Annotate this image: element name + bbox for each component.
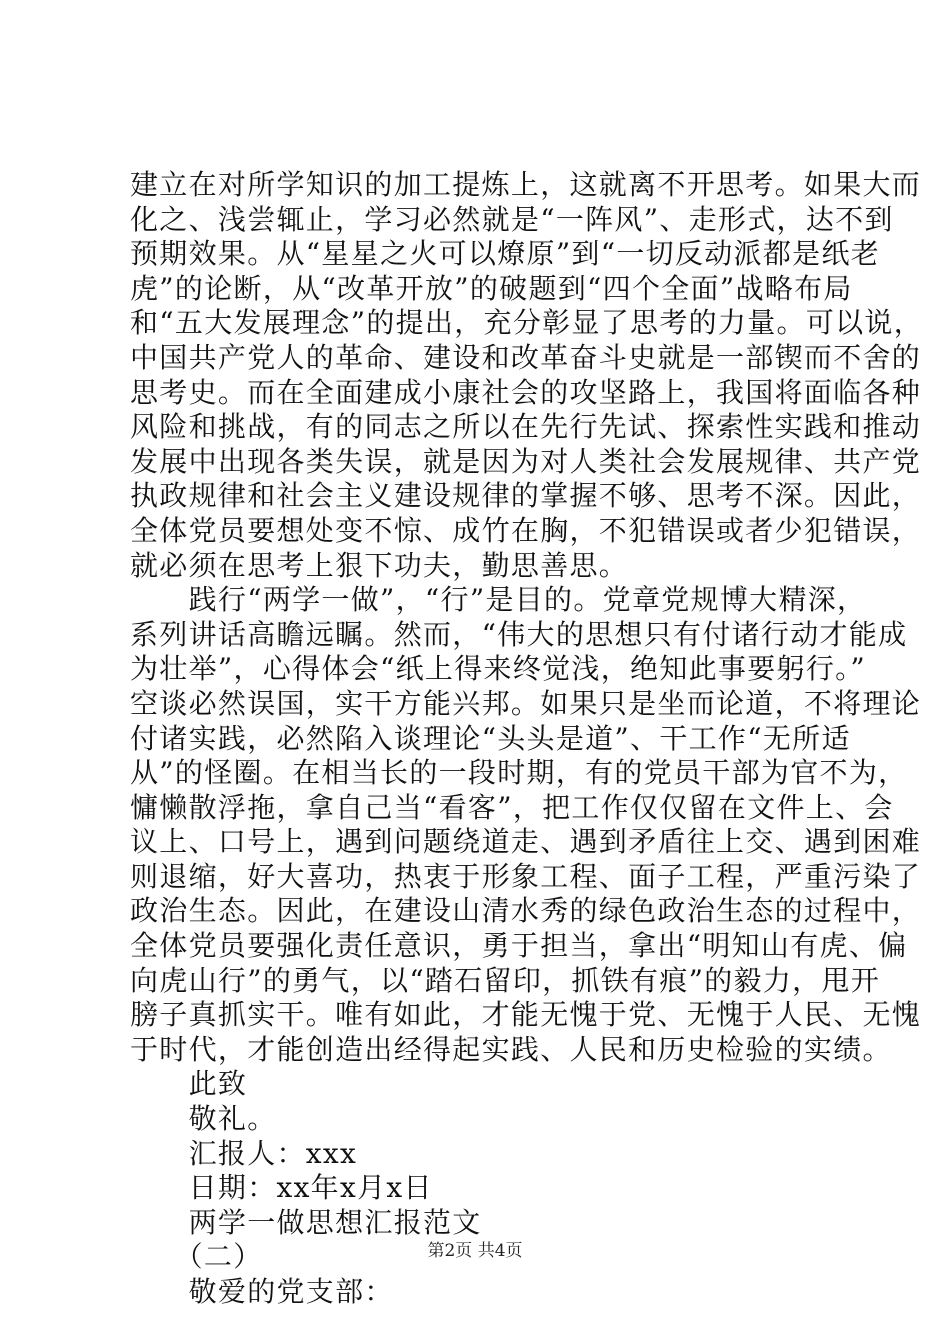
text-line: 政治生态。因此，在建设山清水秀的绿色政治生态的过程中，	[130, 894, 922, 928]
text-line: 空谈必然误国，实干方能兴邦。如果只是坐而论道，不将理论	[130, 686, 922, 720]
text-line: 发展中出现各类失误，就是因为对人类社会发展规律、共产党	[130, 444, 922, 478]
document-body	[130, 168, 924, 1310]
text-line: 执政规律和社会主义建设规律的掌握不够、思考不深。因此，	[130, 479, 922, 513]
closing-regards: 敬礼。	[130, 1102, 277, 1136]
reporter-line: 汇报人：xxx	[130, 1136, 358, 1170]
text-line: 就必须在思考上狠下功夫，勤思善思。	[130, 548, 629, 582]
page-number-label: 第2页 共4页	[427, 1241, 523, 1261]
text-line: 思考史。而在全面建成小康社会的攻坚路上，我国将面临各种	[130, 375, 922, 409]
text-line: 从”的怪圈。在相当长的一段时期，有的党员干部为官不为，	[130, 756, 908, 790]
text-line: 践行“两学一做”，“行”是目的。党章党规博大精深，	[130, 583, 867, 617]
text-line: 全体党员要想处变不惊、成竹在胸，不犯错误或者少犯错误，	[130, 513, 922, 547]
text-line: 系列讲话高瞻远瞩。然而，“伟大的思想只有付诸行动才能成	[130, 617, 908, 651]
text-line: 付诸实践，必然陷入谈理论“头头是道”、干工作“无所适	[130, 721, 851, 755]
text-line: 全体党员要强化责任意识，勇于担当，拿出“明知山有虎、偏	[130, 929, 908, 963]
text-line: 议上、口号上，遇到问题绕道走、遇到矛盾往上交、遇到困难	[130, 825, 922, 859]
text-line: 膀子真抓实干。唯有如此，才能无愧于党、无愧于人民、无愧	[130, 998, 922, 1032]
text-line: 风险和挑战，有的同志之所以在先行先试、探索性实践和推动	[130, 410, 922, 444]
text-line: 于时代，才能创造出经得起实践、人民和历史检验的实绩。	[130, 1032, 892, 1066]
text-line: 化之、浅尝辄止，学习必然就是“一阵风”、走形式，达不到	[130, 202, 894, 236]
text-line: 和“五大发展理念”的提出，充分彰显了思考的力量。可以说，	[130, 306, 924, 340]
text-line: 虎”的论断，从“改革开放”的破题到“四个全面”战略布局	[130, 271, 853, 305]
closing-salutation: 此致	[130, 1067, 248, 1101]
text-line: 预期效果。从“星星之火可以燎原”到“一切反动派都是纸老	[130, 237, 881, 271]
greeting-line: 敬爱的党支部：	[130, 1275, 394, 1308]
text-line: 为壮举”，心得体会“纸上得来终觉浅，绝知此事要躬行。”	[130, 652, 867, 686]
text-line: 慵懒散浮拖，拿自己当“看客”，把工作仅仅留在文件上、会	[130, 790, 894, 824]
text-line: 向虎山行”的勇气，以“踏石留印，抓铁有痕”的毅力，甩开	[130, 963, 881, 997]
section-title: 两学一做思想汇报范文	[130, 1205, 482, 1239]
text-line: 建立在对所学知识的加工提炼上，这就离不开思考。如果大而	[130, 168, 922, 201]
text-line: 中国共产党人的革命、建设和改革奋斗史就是一部锲而不舍的	[130, 340, 922, 374]
date-line: 日期：xx年x月x日	[130, 1171, 433, 1205]
page-footer	[0, 1240, 950, 1262]
text-line: 则退缩，好大喜功，热衷于形象工程、面子工程，严重污染了	[130, 859, 922, 893]
section-number: （二）	[130, 1240, 263, 1274]
